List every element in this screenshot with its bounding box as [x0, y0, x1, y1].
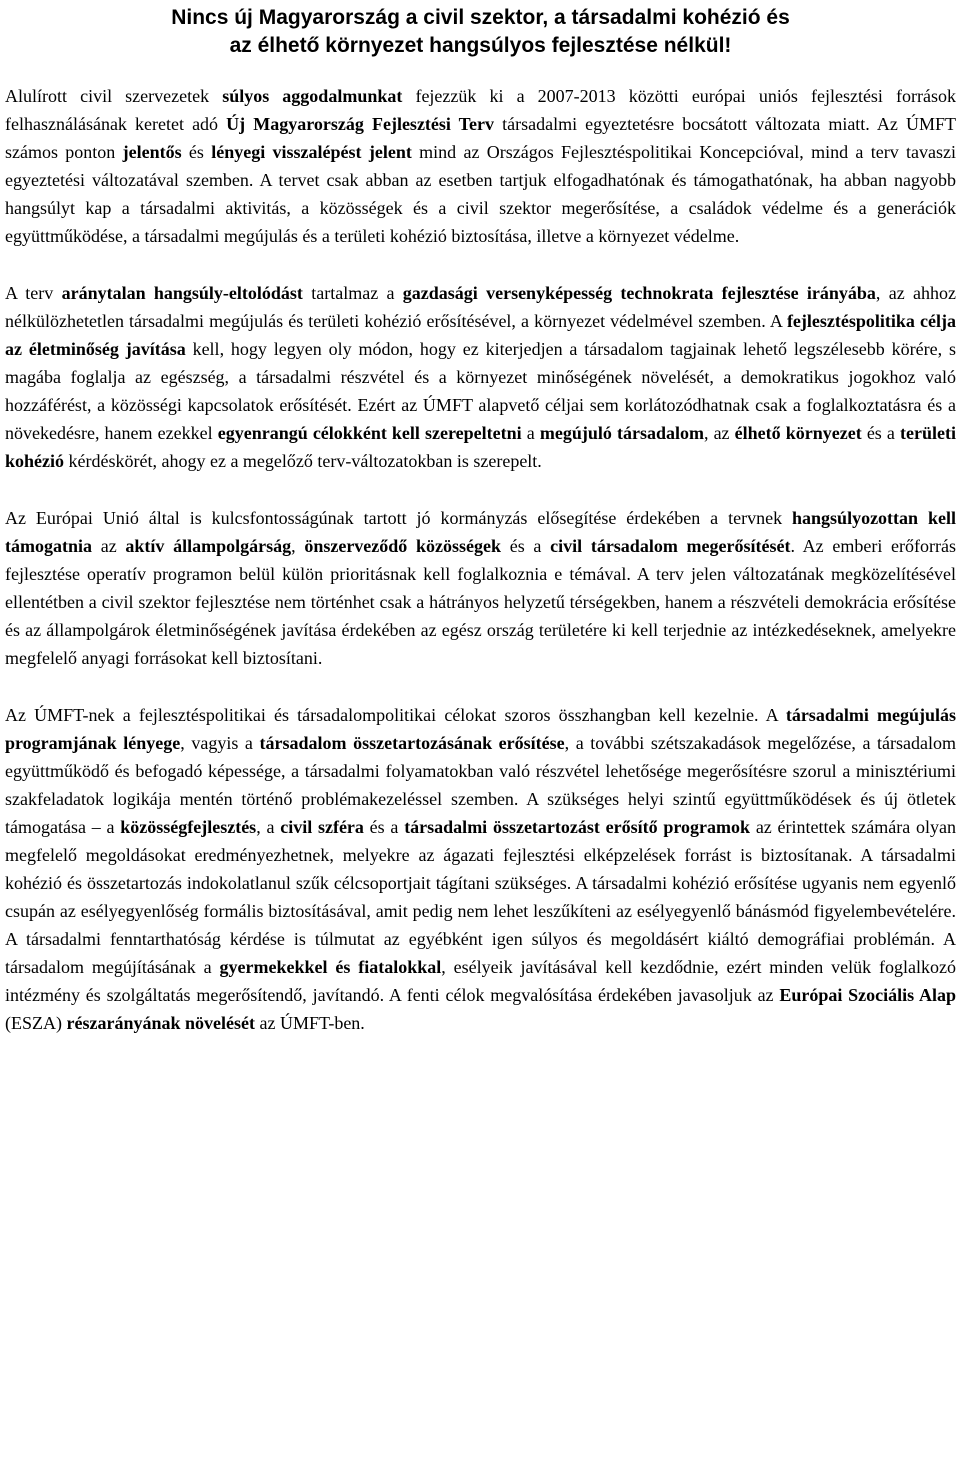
text-run: mind az Országos Fejlesztéspolitikai Koncepcióval, mind a terv tavaszi egyeztetési változatával szemben. A tervet csak abban az esetben tartjuk elfogadhatónak és támogathatónak, ha abban nagyobb hangsúlyt kap a társadalmi aktivitás, a közösségek és a civil szektor megerősítése, a családok védelme és a generációk együttműködése, a társadalmi megújulás és a területi kohézió biztosítása, illetve a környezet védelme. — [5, 142, 956, 246]
bold-text-run: élhető környezet — [734, 423, 862, 443]
text-run: Az Európai Unió által is kulcsfontosságúnak tartott jó kormányzás elősegítése érdekében a tervnek — [5, 508, 793, 528]
text-run: , az ahhoz nélkülözhetetlen társadalmi megújulás és területi kohézió erősítésével, a környezet védelmével szemben. A — [5, 283, 956, 331]
paragraph-1 — [5, 82, 956, 250]
text-run: az — [92, 536, 126, 556]
text-run: . Az emberi erőforrás fejlesztése operatív programon belül külön prioritásnak kell foglalkoznia e témával. A terv jelen változatának megközelítésével ellentétben a civil szektor fejlesztése nem történhet csak a hátrányos helyzetű térségekben, hanem a részvételi demokrácia erősítése és az állampolgárok életminőségének javítása érdekében az egész ország területére ki kell terjednie az intézkedéseknek, amelyekre megfelelő anyagi forrásokat kell biztosítani. — [5, 536, 957, 668]
bold-text-run: gyermekekkel és fiatalokkal — [219, 957, 442, 977]
text-run: , vagyis a — [180, 733, 260, 753]
bold-text-run: jelentős — [122, 142, 182, 162]
bold-text-run: súlyos aggodalmunkat — [222, 86, 403, 106]
bold-text-run: társadalom összetartozásának erősítése — [259, 733, 565, 753]
paragraph-4 — [5, 701, 956, 1037]
bold-text-run: aránytalan hangsúly-eltolódást — [61, 283, 303, 303]
text-run: , a további szétszakadások megelőzése, a társadalom együttműködő és befogadó képessége, a társadalmi folyamatokban való részvétel lehetősége megerősítésre szorul a minisztériumi szakfeladatok logikája mentén történő problémakezeléssel szemben. A szükséges helyi szintű együttműködések és új ötletek támogatása – a — [5, 733, 957, 837]
bold-text-run: társadalmi összetartozást erősítő programok — [404, 817, 751, 837]
bold-text-run: Európai Szociális Alap — [779, 985, 956, 1005]
document-title — [5, 4, 956, 60]
text-run: társadalmi egyeztetésre bocsátott változata miatt. Az ÚMFT számos ponton — [5, 114, 956, 162]
bold-text-run: lényegi visszalépést jelent — [211, 142, 412, 162]
bold-text-run: társadalmi megújulás programjának lényege — [5, 705, 957, 753]
text-run: , a — [256, 817, 281, 837]
text-run: és a — [861, 423, 901, 443]
text-run: A terv — [5, 283, 62, 303]
text-run: , az — [703, 423, 735, 443]
bold-text-run: egyenrangú célokként kell szerepeltetni — [217, 423, 522, 443]
text-run: a — [521, 423, 540, 443]
title-line-2: az élhető környezet hangsúlyos fejlesztése nélkül! — [229, 34, 732, 57]
text-run: tartalmaz a — [302, 283, 403, 303]
text-run: , — [291, 536, 305, 556]
bold-text-run: Új Magyarország Fejlesztési Terv — [226, 114, 495, 134]
title-line-1: Nincs új Magyarország a civil szektor, a társadalmi kohézió és — [171, 6, 790, 29]
bold-text-run: részarányának növelését — [66, 1013, 255, 1033]
bold-text-run: közösségfejlesztés — [120, 817, 257, 837]
text-run: kell, hogy legyen oly módon, hogy ez kiterjedjen a társadalom tagjainak lehető legszélesebb körére, s magába foglalja az egészség, a társadalmi részvétel és a környezet minőségének növelését, a demokratikus jogokhoz való hozzáférést, a közösségi kapcsolatok erősítését. Ezért az ÚMFT alapvető céljai sem korlátozódhatnak csak a foglalkoztatásra és a növekedésre, hanem ezekkel — [5, 339, 956, 443]
text-run: az érintettek számára olyan megfelelő megoldásokat eredményezhetnek, melyekre az ágazati fejlesztési elképzelések forrást is biztosítanak. A társadalmi kohézió és összetartozás indokolatlanul szűk célcsoportjait tágítani szükséges. A társadalmi kohézió erősítése ugyanis nem egyenlő csupán az esélyegyenlőség formális biztosításával, amit pedig nem lehet leszűkíteni az esélyegyenlő bánásmód figyelembevételére. A társadalmi fenntarthatóság kérdése is túlmutat az egyébként igen súlyos és megoldásért kiáltó demográfiai problémán. A társadalom megújításának a — [5, 817, 956, 977]
bold-text-run: civil szféra — [280, 817, 364, 837]
bold-text-run: megújuló társadalom — [539, 423, 704, 443]
text-run: és — [181, 142, 212, 162]
paragraph-3 — [5, 504, 956, 672]
text-run: Alulírott civil szervezetek — [5, 86, 223, 106]
bold-text-run: gazdasági versenyképesség technokrata fejlesztése irányába — [402, 283, 876, 303]
text-run: és a — [363, 817, 405, 837]
bold-text-run: területi kohézió — [5, 423, 956, 471]
paragraph-2 — [5, 279, 956, 475]
text-run: (ESZA) — [5, 1013, 67, 1033]
text-run: és a — [501, 536, 551, 556]
bold-text-run: fejlesztéspolitika célja az életminőség javítása — [5, 311, 956, 359]
text-run: , esélyeik javításával kell kezdődnie, ezért minden velük foglalkozó intézmény és szolgáltatás megerősítendő, javítandó. A fenti célok megvalósítása érdekében javasoljuk az — [5, 957, 956, 1005]
bold-text-run: önszerveződő közösségek — [304, 536, 502, 556]
text-run: Az ÚMFT-nek a fejlesztéspolitikai és társadalompolitikai célokat szoros összhangban kell kezelnie. A — [5, 705, 786, 725]
bold-text-run: hangsúlyozottan kell támogatnia — [5, 508, 957, 556]
bold-text-run: aktív állampolgárság — [125, 536, 292, 556]
bold-text-run: civil társadalom megerősítését — [550, 536, 791, 556]
text-run: az ÚMFT-ben. — [254, 1013, 365, 1033]
text-run: fejezzük ki a 2007-2013 közötti európai uniós fejlesztési források felhasználásának keretet adó — [5, 86, 956, 134]
text-run: kérdéskörét, ahogy ez a megelőző terv-változatokban is szerepelt. — [64, 451, 542, 471]
